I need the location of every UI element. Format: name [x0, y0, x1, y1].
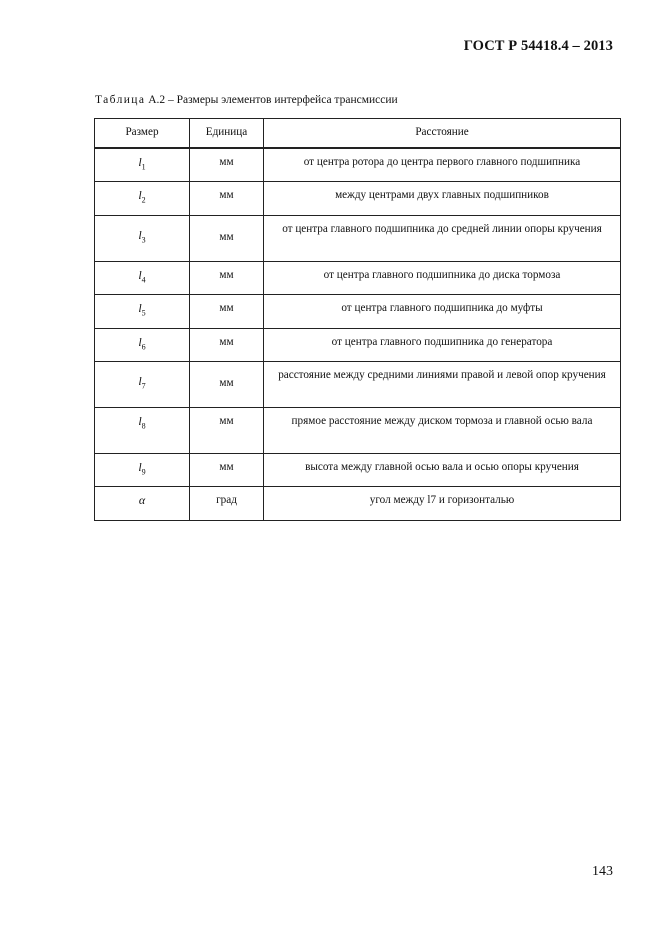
unit-cell: мм — [190, 215, 264, 261]
dimensions-table — [94, 118, 621, 521]
table-row — [95, 361, 621, 407]
unit-cell: мм — [190, 361, 264, 407]
distance-description: от центра главного подшипника до муфты — [264, 295, 621, 328]
distance-description: от центра ротора до центра первого главного подшипника — [264, 148, 621, 182]
unit-cell: мм — [190, 453, 264, 486]
distance-description: от центра главного подшипника до диска тормоза — [264, 261, 621, 294]
unit-cell: мм — [190, 182, 264, 215]
table-row — [95, 182, 621, 215]
unit-cell: град — [190, 487, 264, 520]
document-id: ГОСТ Р 54418.4 – 2013 — [463, 38, 613, 54]
table-row — [95, 215, 621, 261]
distance-description: от центра главного подшипника до средней линии опоры кручения — [264, 215, 621, 261]
table-row — [95, 407, 621, 453]
size-symbol: $l_7$ — [95, 361, 190, 407]
page-number: 143 — [592, 864, 613, 879]
size-symbol: $l_1$ — [95, 148, 190, 182]
table-caption — [95, 94, 398, 106]
distance-description: прямое расстояние между диском тормоза и главной осью вала — [264, 407, 621, 453]
distance-description: между центрами двух главных подшипников — [264, 182, 621, 215]
size-symbol: $l_2$ — [95, 182, 190, 215]
table-row — [95, 328, 621, 361]
table-caption-text: А.2 – Размеры элементов интерфейса трансмиссии — [145, 94, 398, 106]
table-caption-label: Таблица — [95, 94, 146, 106]
column-header-size: Размер — [95, 119, 190, 149]
unit-cell: мм — [190, 328, 264, 361]
size-symbol: $l_4$ — [95, 261, 190, 294]
table-row — [95, 295, 621, 328]
table-row — [95, 261, 621, 294]
table-header-row — [95, 119, 621, 149]
unit-cell: мм — [190, 407, 264, 453]
table-row — [95, 453, 621, 486]
unit-cell: мм — [190, 295, 264, 328]
size-symbol: $l_3$ — [95, 215, 190, 261]
distance-description: расстояние между средними линиями правой и левой опор кручения — [264, 361, 621, 407]
column-header-unit: Единица — [190, 119, 264, 149]
size-symbol: $l_5$ — [95, 295, 190, 328]
distance-description: от центра главного подшипника до генератора — [264, 328, 621, 361]
distance-description: высота между главной осью вала и осью опоры кручения — [264, 453, 621, 486]
unit-cell: мм — [190, 148, 264, 182]
distance-description: угол между l7 и горизонталью — [264, 487, 621, 520]
unit-cell: мм — [190, 261, 264, 294]
size-symbol: $l_9$ — [95, 453, 190, 486]
size-symbol: $l_6$ — [95, 328, 190, 361]
size-symbol: α — [95, 487, 190, 520]
table-row — [95, 487, 621, 520]
table-row — [95, 148, 621, 182]
size-symbol: $l_8$ — [95, 407, 190, 453]
column-header-distance: Расстояние — [264, 119, 621, 149]
